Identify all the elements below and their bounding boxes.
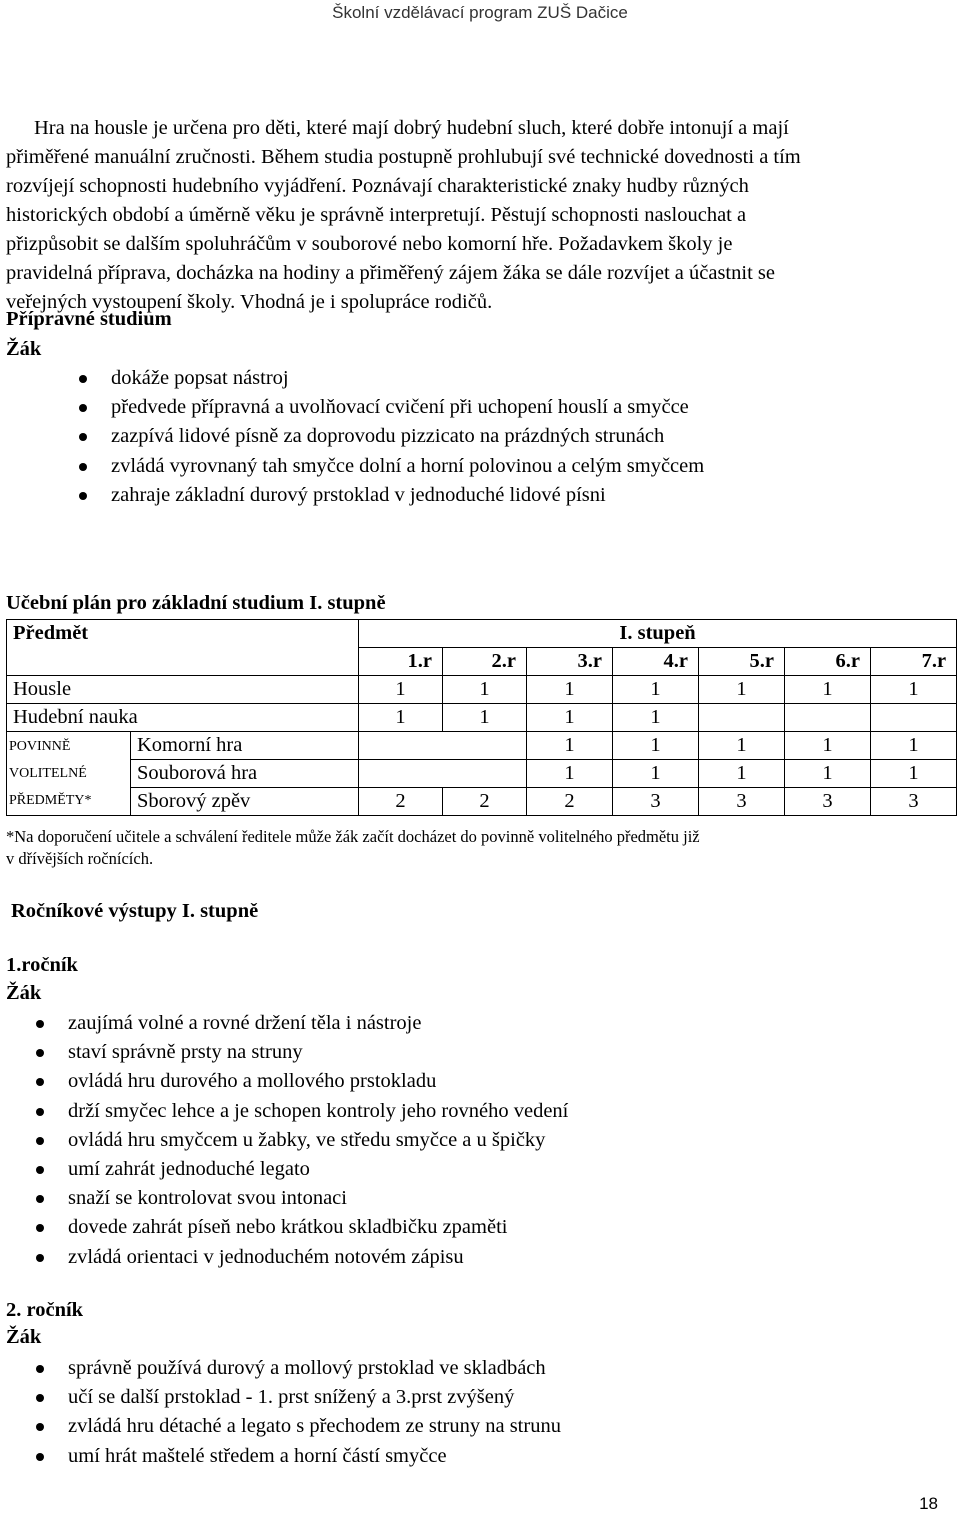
footnote-line: v dřívějších ročnících. — [6, 849, 154, 868]
table-cell: 1 — [699, 760, 785, 788]
list-item: snaží se kontrolovat svou intonaci — [6, 1184, 568, 1213]
table-cell: 1 — [443, 704, 527, 732]
elective-group-label — [7, 732, 131, 816]
pupil-label: Žák — [6, 1326, 42, 1348]
year1-heading: 1.ročník — [6, 954, 78, 976]
table-row — [7, 732, 957, 760]
table-cell: 1 — [699, 676, 785, 704]
list-item: dovede zahrát píseň nebo krátkou skladbičku zpaměti — [6, 1213, 568, 1242]
table-cell: 1 — [871, 760, 957, 788]
table-cell: 3 — [785, 788, 871, 816]
year2-heading: 2. ročník — [6, 1299, 84, 1321]
list-item: staví správně prsty na struny — [6, 1038, 568, 1067]
table-cell: 1 — [785, 676, 871, 704]
table-cell: 1 — [359, 676, 443, 704]
list-item: umí hrát maštelé středem a horní částí smyčce — [6, 1442, 561, 1471]
table-row — [7, 760, 957, 788]
table-cell: 1 — [527, 704, 613, 732]
footnote-line: *Na doporučení učitele a schválení ředitele může žák začít docházet do povinně volitelného předmětu již — [6, 827, 700, 846]
list-item: ovládá hru smyčcem u žabky, ve středu smyčce a u špičky — [6, 1126, 568, 1155]
list-item: předvede přípravná a uvolňovací cvičení při uchopení houslí a smyčce — [6, 393, 704, 422]
list-item: drží smyčec lehce a je schopen kontroly jeho rovného vedení — [6, 1097, 568, 1126]
table-cell: 2 — [443, 788, 527, 816]
subject-header: Předmět — [7, 620, 359, 676]
intro-line: přizpůsobit se dalším spoluhráčům v souborové nebo komorní hře. Požadavkem školy je — [6, 233, 733, 255]
table-cell: 1 — [527, 760, 613, 788]
year-header: 5.r — [699, 648, 785, 676]
year-header: 2.r — [443, 648, 527, 676]
table-cell: 1 — [613, 760, 699, 788]
intro-line: přiměřené manuální zručnosti. Během studia postupně prohlubují své technické dovednosti a tím — [6, 146, 801, 168]
year-header: 1.r — [359, 648, 443, 676]
table-cell: 3 — [699, 788, 785, 816]
table-cell: 2 — [527, 788, 613, 816]
table-row — [7, 788, 957, 816]
list-item: učí se další prstoklad - 1. prst snížený a 3.prst zvýšený — [6, 1383, 561, 1412]
pupil-label: Žák — [6, 982, 42, 1004]
list-item: dokáže popsat nástroj — [6, 364, 704, 393]
table-cell — [443, 732, 527, 760]
intro-paragraph — [6, 114, 946, 317]
table-cell: 1 — [613, 676, 699, 704]
table-cell: 1 — [443, 676, 527, 704]
year2-list — [6, 1354, 561, 1471]
subject-name: Housle — [7, 676, 359, 704]
list-item: zazpívá lidové písně za doprovodu pizzicato na prázdných strunách — [6, 422, 704, 451]
table-cell: 1 — [359, 704, 443, 732]
table-cell: 3 — [613, 788, 699, 816]
page-header: Školní vzdělávací program ZUŠ Dačice — [332, 3, 628, 22]
table-cell: 1 — [527, 676, 613, 704]
table-cell: 1 — [613, 704, 699, 732]
year-header: 7.r — [871, 648, 957, 676]
table-cell — [871, 704, 957, 732]
level-header: I. stupeň — [359, 620, 957, 648]
table-row — [7, 704, 957, 732]
year-header: 3.r — [527, 648, 613, 676]
intro-line: historických období a úměrně věku je správně interpretují. Pěstují schopnosti naslouchat a — [6, 204, 747, 226]
list-item: umí zahrát jednoduché legato — [6, 1155, 568, 1184]
subject-name: Sborový zpěv — [131, 788, 359, 816]
curriculum-table — [6, 619, 957, 816]
table-row — [7, 676, 957, 704]
table-cell: 1 — [785, 732, 871, 760]
intro-line: rozvíjejí schopnosti hudebního vyjádření. Poznávají charakteristické znaky hudby různých — [6, 175, 749, 197]
table-cell — [359, 732, 443, 760]
table-cell — [785, 704, 871, 732]
intro-line: Hra na housle je určena pro děti, které mají dobrý hudební sluch, které dobře intonují a mají — [34, 117, 789, 139]
subject-name: Komorní hra — [131, 732, 359, 760]
list-item: správně používá durový a mollový prstoklad ve skladbách — [6, 1354, 561, 1383]
year-header: 4.r — [613, 648, 699, 676]
plan-heading: Učební plán pro základní studium I. stupně — [6, 592, 386, 614]
group-label-line: POVINNĚ — [9, 739, 71, 754]
list-item: zaujímá volné a rovné držení těla i nástroje — [6, 1009, 568, 1038]
table-cell — [699, 704, 785, 732]
table-cell: 1 — [527, 732, 613, 760]
preparatory-list — [6, 364, 704, 510]
group-label-line: PŘEDMĚTY* — [9, 793, 92, 808]
list-item: zvládá hru détaché a legato s přechodem ze struny na strunu — [6, 1412, 561, 1441]
list-item: zvládá vyrovnaný tah smyčce dolní a horní polovinou a celým smyčcem — [6, 452, 704, 481]
list-item: ovládá hru durového a mollového prstokladu — [6, 1067, 568, 1096]
pupil-label: Žák — [6, 338, 42, 360]
outcomes-heading: Ročníkové výstupy I. stupně — [11, 900, 259, 922]
year1-list — [6, 1009, 568, 1272]
intro-line: pravidelná příprava, docházka na hodiny a přiměřený zájem žáka se dále rozvíjet a účastnit se — [6, 262, 775, 284]
year-header: 6.r — [785, 648, 871, 676]
table-footnote — [6, 826, 906, 870]
subject-name: Souborová hra — [131, 760, 359, 788]
table-cell: 1 — [785, 760, 871, 788]
table-cell: 1 — [871, 732, 957, 760]
intro-line: veřejných vystoupení školy. Vhodná je i spolupráce rodičů. — [6, 291, 493, 313]
group-label-line: VOLITELNÉ — [9, 766, 87, 781]
list-item: zahraje základní durový prstoklad v jednoduché lidové písni — [6, 481, 704, 510]
table-cell: 2 — [359, 788, 443, 816]
page-number: 18 — [919, 1494, 938, 1513]
preparatory-heading: Přípravné studium — [6, 308, 172, 330]
table-cell: 1 — [871, 676, 957, 704]
table-cell: 1 — [699, 732, 785, 760]
table-cell: 3 — [871, 788, 957, 816]
table-cell — [443, 760, 527, 788]
table-cell — [359, 760, 443, 788]
subject-name: Hudební nauka — [7, 704, 359, 732]
list-item: zvládá orientaci v jednoduchém notovém zápisu — [6, 1243, 568, 1272]
table-cell: 1 — [613, 732, 699, 760]
